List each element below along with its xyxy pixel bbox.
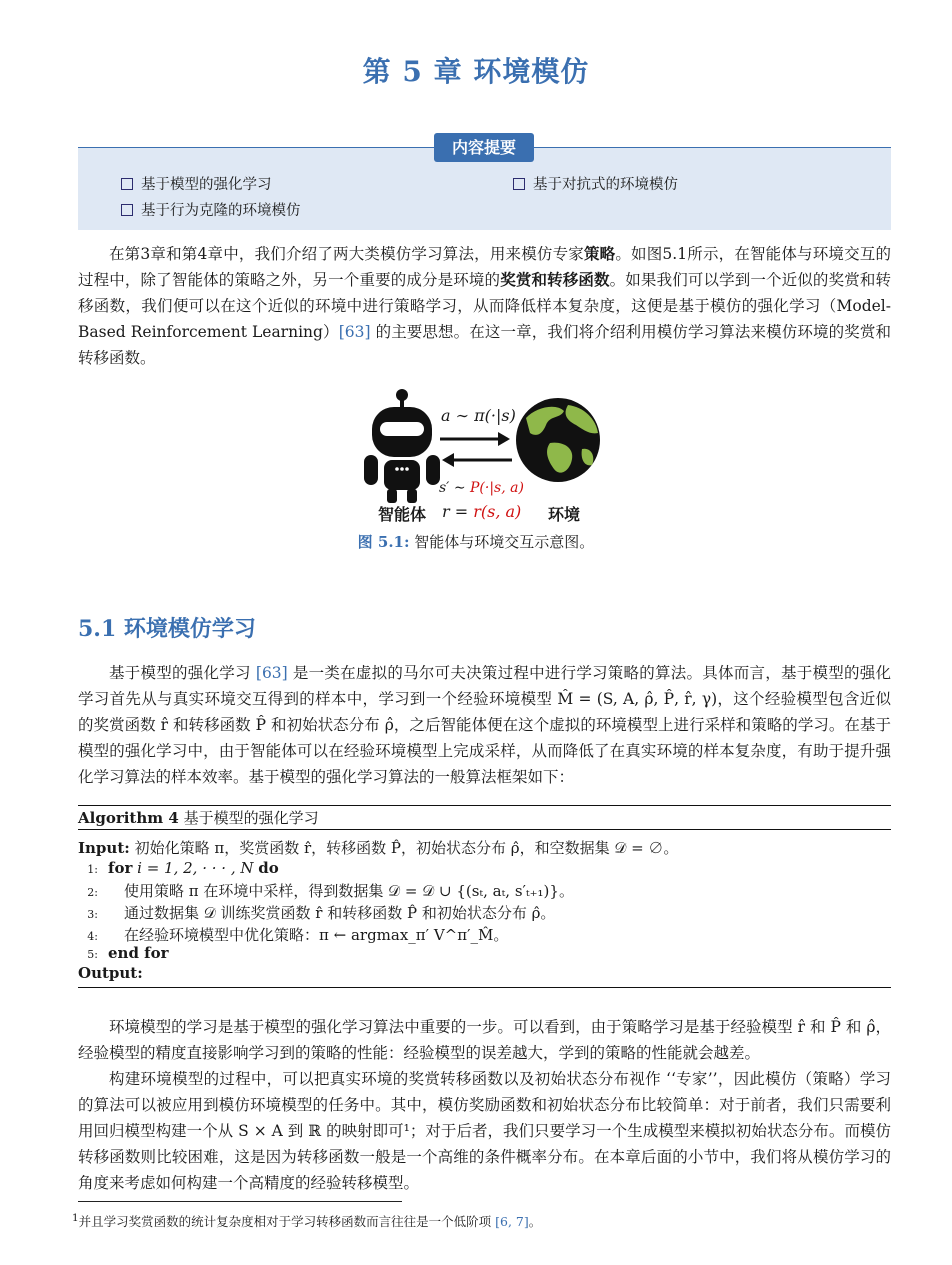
algorithm-line: 4: 在经验环境模型中优化策略：π ← argmax_π′ V^π′_M̂。 — [87, 926, 509, 944]
transition-label: s′ ∼ P(·|s, a) — [439, 480, 524, 496]
intro-paragraph: 在第3章和第4章中，我们介绍了两大类模仿学习算法，用来模仿专家策略。如图5.1所示，在智能体与环境交互的过程中，除了智能体的策略之外，另一个重要的成分是环境的奖赏和转移函数。如果我们可以学到一个近似的奖赏和转移函数，我们便可以在这个近似的环境中进行策略学习，从而降低样本复杂度，这便是基于模仿的强化学习（Model-Based Reinforcement Learning）[63] 的主要思想。在这一章，我们将介绍利用模仿学习算法来模仿环境的奖赏和转移函数。 — [78, 244, 891, 367]
reward-label: r = r(s, a) — [442, 502, 522, 521]
figure-caption: 图 5.1: 智能体与环境交互示意图。 — [357, 533, 595, 551]
section-paragraph: 基于模型的强化学习 [63] 是一类在虚拟的马尔可夫决策过程中进行学习策略的算法。具体而言，基于模型的强化学习首先从与真实环境交互得到的样本中，学习到一个经验环境模型 M̂ = (S, A, ρ̂, P̂, r̂, γ)，这个经验模型包含近似的奖赏函数 r̂ 和转移函数 P̂ 和初始状态分布 ρ̂，之后智能体便在这个虚拟的环境模型上进行采样和策略的学习。在基于模型的强化学习中，由于智能体可以在经验环境模型上完成采样，从而降低了在真实环境的样本复杂度，有助于提升强化学习算法的样本效率。基于模型的强化学习算法的一般算法框架如下： — [78, 664, 891, 786]
summary-tag: 内容提要 — [434, 133, 534, 162]
algorithm-output: Output: — [78, 964, 143, 982]
algorithm-line: 3: 通过数据集 𝒟 训练奖赏函数 r̂ 和转移函数 P̂ 和初始状态分布 ρ̂。 — [87, 904, 556, 922]
algorithm-top-rule — [78, 805, 891, 806]
summary-item: 基于行为克隆的环境模仿 — [121, 199, 301, 220]
summary-item: 基于模型的强化学习 — [121, 173, 272, 194]
checkbox-icon — [121, 178, 133, 190]
citation-link[interactable]: [63] — [255, 664, 288, 682]
agent-label: 智能体 — [378, 505, 427, 524]
body-paragraph: 构建环境模型的过程中，可以把真实环境的奖赏转移函数以及初始状态分布视作 ‘‘专家’’，因此模仿（策略）学习的算法可以被应用到模仿环境模型的任务中。其中，模仿奖励函数和初始状态分布比较简单：对于前者，我们只需要利用回归模型构建一个从 S × A 到 ℝ 的映射即可¹；对于后者，我们只要学习一个生成模型来模拟初始状态分布。而模仿转移函数则比较困难，这是因为转移函数一般是一个高维的条件概率分布。在本章后面的小节中，我们将从模仿学习的角度来考虑如何构建一个高精度的经验转移模型。 — [78, 1070, 891, 1192]
algorithm-line: 2: 使用策略 π 在环境中采样，得到数据集 𝒟 = 𝒟 ∪ {(sₜ, aₜ, s′ₜ₊₁)}。 — [87, 882, 574, 900]
algorithm-line: 1: for i = 1, 2, · · · , N do — [87, 859, 279, 877]
footnote: $^1$并且学习奖赏函数的统计复杂度相对于学习转移函数而言往往是一个低阶项 [6, 7]。 — [72, 1212, 542, 1230]
algorithm-bottom-rule — [78, 987, 891, 988]
checkbox-icon — [121, 204, 133, 216]
footnote-rule — [78, 1201, 402, 1202]
algorithm-mid-rule — [78, 829, 891, 830]
algorithm-input: Input: 初始化策略 π，奖赏函数 r̂，转移函数 P̂，初始状态分布 ρ̂，和空数据集 𝒟 = ∅。 — [78, 839, 679, 857]
checkbox-icon — [513, 178, 525, 190]
algorithm-header: Algorithm 4 基于模型的强化学习 — [78, 809, 319, 827]
citation-link[interactable]: [63] — [338, 323, 371, 341]
earth-icon — [516, 398, 600, 482]
summary-item: 基于对抗式的环境模仿 — [513, 173, 678, 194]
robot-icon — [364, 389, 440, 503]
environment-label: 环境 — [548, 505, 581, 524]
action-label: a ∼ π(·|s) — [441, 406, 516, 425]
citation-link[interactable]: [6, 7] — [495, 1214, 529, 1230]
section-heading: 5.1 环境模仿学习 — [78, 616, 256, 642]
body-paragraph: 环境模型的学习是基于模型的强化学习算法中重要的一步。可以看到，由于策略学习是基于经验模型 r̂ 和 P̂ 和 ρ̂，经验模型的精度直接影响学习到的策略的性能：经验模型的误差越大，学到的策略的性能就会越差。 — [78, 1018, 891, 1062]
chapter-title: 第 5 章 环境模仿 — [362, 55, 590, 88]
algorithm-line: 5: end for — [87, 944, 169, 962]
